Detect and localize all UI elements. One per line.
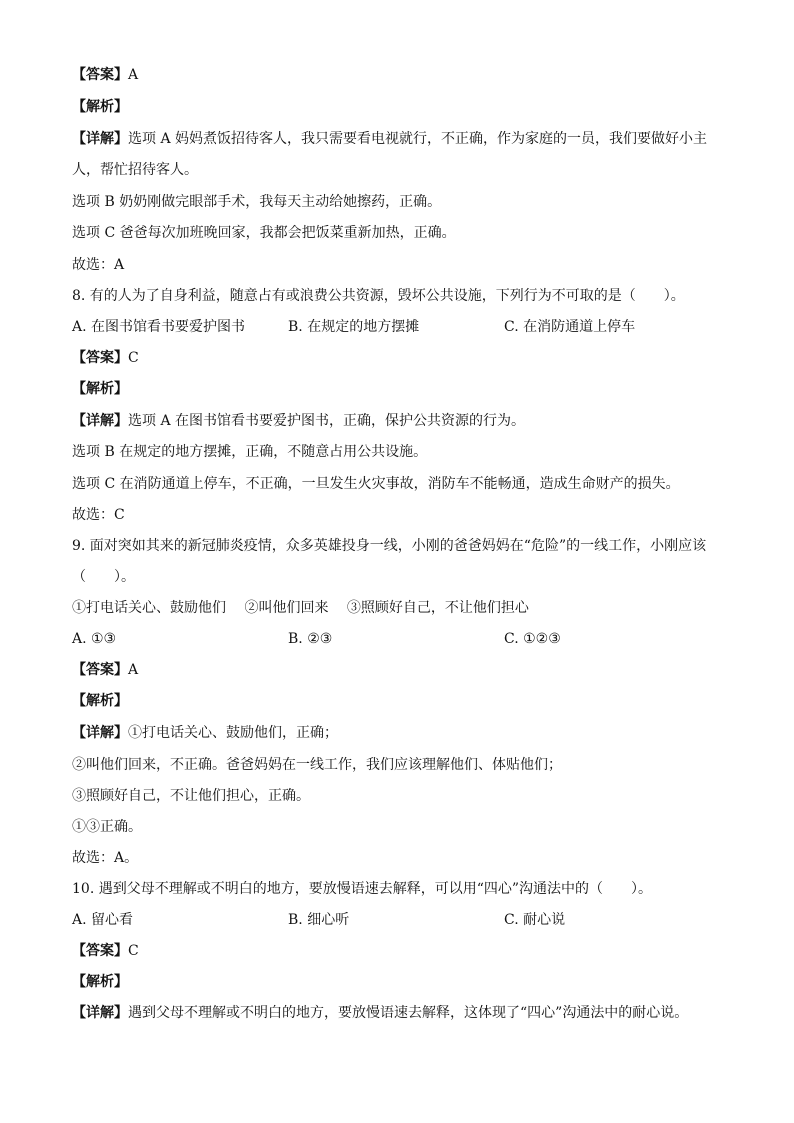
q9-conclusion: 故选：A。	[72, 850, 139, 866]
q7-detail-line	[72, 129, 707, 149]
q9-analysis-tag: 【解析】	[72, 693, 128, 709]
detail-tag: 【详解】	[72, 131, 128, 147]
q10-option-c: C. 耐心说	[504, 912, 566, 928]
q8-detail-line	[72, 411, 525, 431]
answer-value: C	[128, 943, 139, 959]
q10-detail-line	[72, 1003, 688, 1023]
q8-option-a: A. 在图书馆看书要爱护图书	[72, 319, 246, 335]
detail-text: 选项 A 在图书馆看书要爱护图书，正确，保护公共资源的行为。	[128, 413, 526, 429]
q9-options	[72, 629, 732, 649]
q9-question-line-1: 9. 面对突如其来的新冠肺炎疫情，众多英雄投身一线，小刚的爸爸妈妈在“危险”的一线工作，小刚应该	[72, 538, 707, 554]
q7-analysis-tag: 【解析】	[72, 99, 128, 115]
q8-question: 8. 有的人为了自身利益，随意占有或浪费公共资源，毁坏公共设施，下列行为不可取的是（ ）。	[72, 288, 685, 304]
q7-detail-line-3: 选项 B 奶奶刚做完眼部手术，我每天主动给她擦药，正确。	[72, 194, 442, 210]
q8-detail-line-3: 选项 C 在消防通道上停车，不正确，一旦发生火灾事故，消防车不能畅通，造成生命财产的损失。	[72, 476, 680, 492]
q9-answer-line	[72, 660, 138, 680]
q8-option-c: C. 在消防通道上停车	[504, 319, 636, 335]
q9-statements: ①打电话关心、鼓励他们 ②叫他们回来 ③照顾好自己，不让他们担心	[72, 600, 529, 616]
q10-options	[72, 910, 732, 930]
q8-options	[72, 317, 732, 337]
answer-value: A	[128, 662, 139, 678]
q8-option-b: B. 在规定的地方摆摊	[288, 319, 420, 335]
q10-analysis-tag: 【解析】	[72, 974, 128, 990]
q9-question-line-2: （ ）。	[72, 569, 135, 585]
q8-conclusion: 故选：C	[72, 507, 125, 523]
answer-value: C	[128, 350, 139, 366]
answer-tag: 【答案】	[72, 350, 128, 366]
q7-detail-line-4: 选项 C 爸爸每次加班晚回家，我都会把饭菜重新加热，正确。	[72, 225, 456, 241]
detail-text: 选项 A 妈妈煮饭招待客人，我只需要看电视就行，不正确，作为家庭的一员，我们要做好小主	[128, 131, 708, 147]
answer-value: A	[128, 67, 139, 83]
q8-analysis-tag: 【解析】	[72, 381, 128, 397]
q10-option-b: B. 细心听	[288, 912, 350, 928]
detail-text: 遇到父母不理解或不明白的地方，要放慢语速去解释，这体现了“四心”沟通法中的耐心说。	[128, 1005, 689, 1021]
q9-detail-line-2: ②叫他们回来，不正确。爸爸妈妈在一线工作，我们应该理解他们、体贴他们；	[72, 757, 562, 773]
q9-option-b: B. ②③	[288, 631, 333, 647]
q9-detail-line	[72, 723, 338, 743]
q10-option-a: A. 留心看	[72, 912, 134, 928]
answer-tag: 【答案】	[72, 67, 128, 83]
q9-option-c: C. ①②③	[504, 631, 561, 647]
q10-answer-line	[72, 941, 139, 961]
q9-detail-line-4: ①③正确。	[72, 819, 142, 835]
q7-detail-line-2: 人，帮忙招待客人。	[72, 162, 198, 178]
q8-answer-line	[72, 348, 139, 368]
q9-option-a: A. ①③	[72, 631, 117, 647]
answer-tag: 【答案】	[72, 943, 128, 959]
q7-answer-line	[72, 65, 138, 85]
q9-detail-line-3: ③照顾好自己，不让他们担心，正确。	[72, 788, 310, 804]
detail-tag: 【详解】	[72, 1005, 128, 1021]
detail-tag: 【详解】	[72, 725, 128, 741]
detail-text: ①打电话关心、鼓励他们，正确；	[128, 725, 338, 741]
q7-conclusion: 故选：A	[72, 257, 125, 273]
q10-question: 10. 遇到父母不理解或不明白的地方，要放慢语速去解释，可以用“四心”沟通法中的（ ）。	[72, 881, 653, 897]
detail-tag: 【详解】	[72, 413, 128, 429]
q8-detail-line-2: 选项 B 在规定的地方摆摊，正确，不随意占用公共设施。	[72, 444, 428, 460]
answer-tag: 【答案】	[72, 662, 128, 678]
